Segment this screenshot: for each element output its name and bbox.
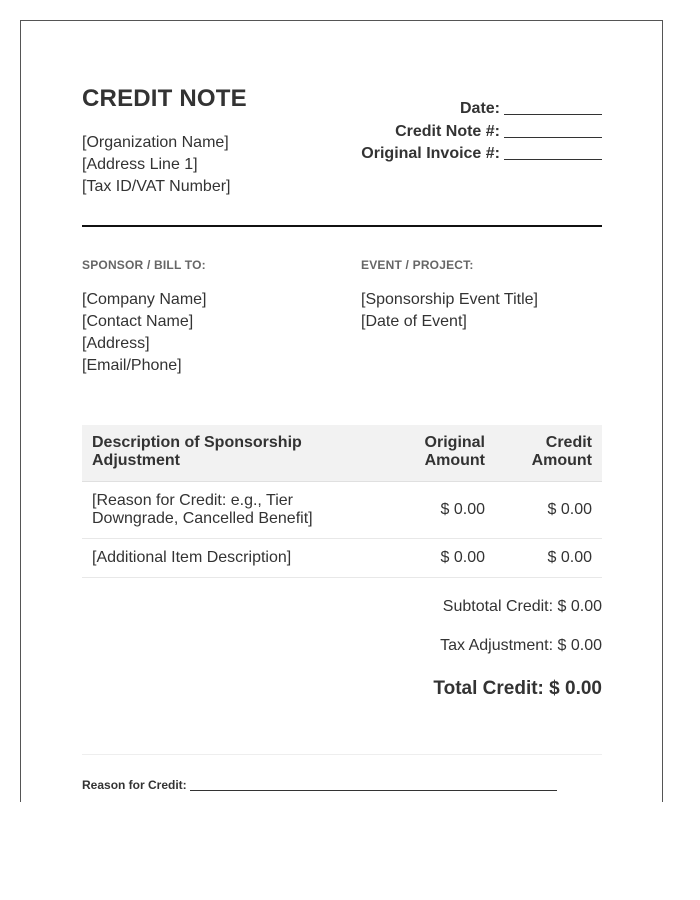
document-meta [361, 98, 602, 166]
sponsor-contact-name: [Contact Name] [82, 313, 194, 330]
organization-name: [Organization Name] [82, 134, 229, 151]
event-section-label: EVENT / PROJECT: [361, 258, 474, 272]
credit-note-number-field [361, 121, 602, 144]
header-divider [82, 225, 602, 227]
sponsor-section-label: SPONSOR / BILL TO: [82, 258, 206, 272]
table-row [82, 482, 602, 539]
document-title: CREDIT NOTE [82, 85, 247, 112]
organization-address: [Address Line 1] [82, 156, 198, 173]
total-credit: Total Credit: $ 0.00 [433, 678, 602, 699]
table-header-row [82, 425, 602, 482]
table-row [82, 539, 602, 578]
original-invoice-field [361, 143, 602, 166]
row-original-amount: $ 0.00 [392, 482, 495, 539]
row-credit-amount: $ 0.00 [495, 539, 602, 578]
event-date: [Date of Event] [361, 313, 467, 330]
credit-note-number-blank-line [504, 123, 602, 138]
credit-amount-header: Credit Amount [495, 425, 602, 482]
date-label: Date: [459, 100, 500, 117]
sponsor-block [82, 289, 207, 377]
date-field [361, 98, 602, 121]
event-block [361, 289, 538, 333]
footer-divider [82, 754, 602, 755]
reason-for-credit-blank-line [190, 780, 557, 791]
organization-block [82, 132, 230, 198]
subtotal-credit: Subtotal Credit: $ 0.00 [442, 598, 602, 615]
row-description: [Additional Item Description] [82, 539, 392, 578]
row-original-amount: $ 0.00 [392, 539, 495, 578]
row-description: [Reason for Credit: e.g., Tier Downgrade, Cancelled Benefit] [82, 482, 392, 539]
event-title: [Sponsorship Event Title] [361, 291, 538, 308]
original-invoice-blank-line [504, 145, 602, 160]
original-amount-header: Original Amount [392, 425, 495, 482]
organization-tax-id: [Tax ID/VAT Number] [82, 178, 231, 195]
reason-for-credit-field [82, 778, 557, 792]
sponsor-company-name: [Company Name] [82, 291, 207, 308]
reason-for-credit-label: Reason for Credit: [82, 778, 187, 792]
row-credit-amount: $ 0.00 [495, 482, 602, 539]
adjustment-table [82, 425, 602, 578]
sponsor-email-phone: [Email/Phone] [82, 357, 182, 374]
original-invoice-label: Original Invoice #: [361, 145, 500, 162]
credit-note-page [20, 20, 663, 802]
tax-adjustment: Tax Adjustment: $ 0.00 [440, 637, 602, 654]
sponsor-address: [Address] [82, 335, 150, 352]
date-blank-line [504, 100, 602, 115]
description-header: Description of Sponsorship Adjustment [82, 425, 392, 482]
credit-note-number-label: Credit Note #: [395, 122, 500, 140]
